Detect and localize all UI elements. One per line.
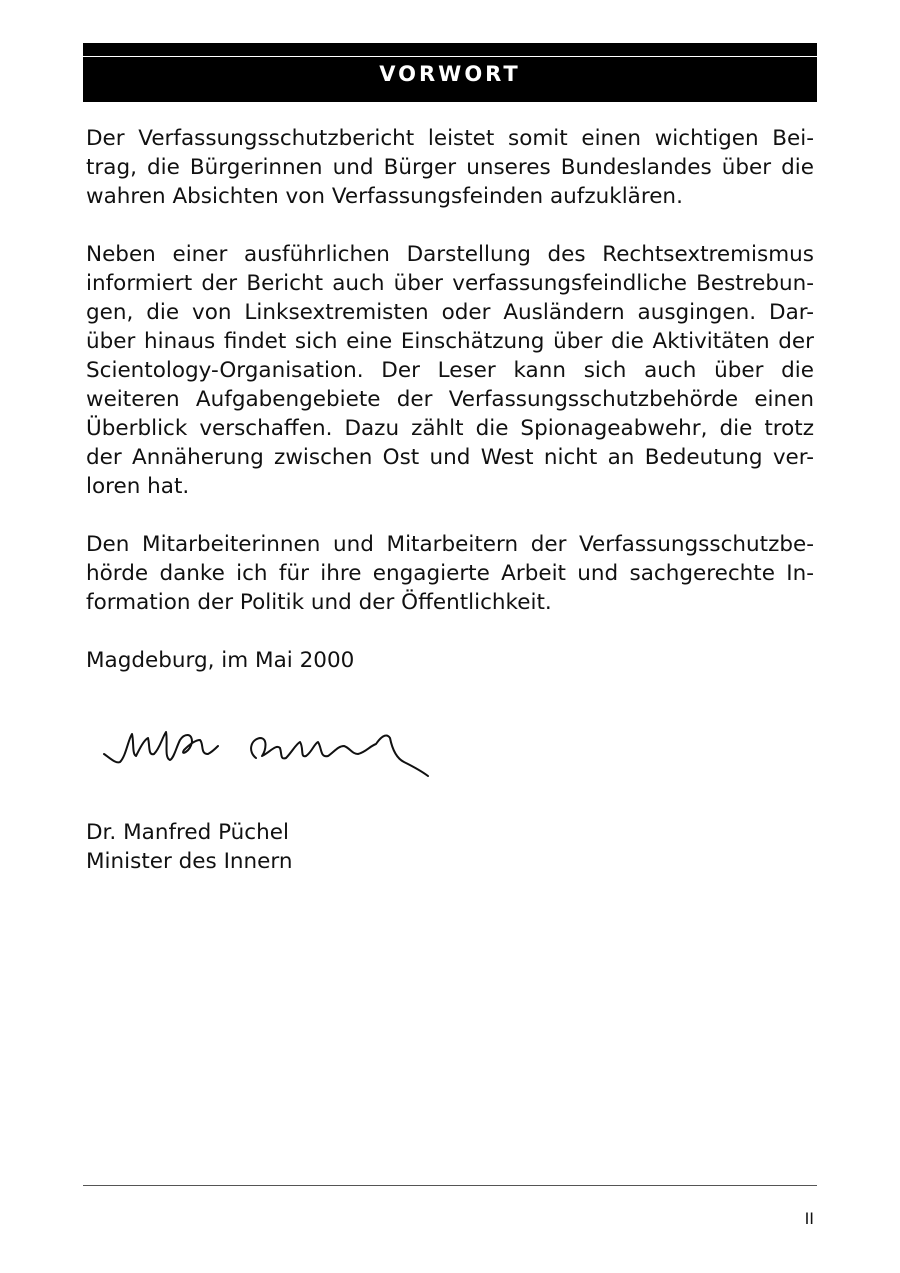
text-line: Überblick verschaffen. Dazu zählt die Spionageabwehr, die trotz xyxy=(86,416,814,441)
text-line: informiert der Bericht auch über verfassungsfeindliche Bestrebun- xyxy=(86,271,814,296)
handwritten-signature xyxy=(100,718,440,788)
footer-rule xyxy=(83,1185,817,1186)
section-title: VORWORT xyxy=(379,62,521,86)
text-line: Neben einer ausführlichen Darstellung des Rechtsextremismus xyxy=(86,242,814,267)
body-text xyxy=(86,124,814,675)
section-header xyxy=(83,43,817,102)
text-line: trag, die Bürgerinnen und Bürger unseres Bundeslandes über die xyxy=(86,155,814,180)
text-line: Scientology-Organisation. Der Leser kann sich auch über die xyxy=(86,358,814,383)
paragraph-1 xyxy=(86,124,814,211)
paragraph-2 xyxy=(86,240,814,501)
text-line: gen, die von Linksextremisten oder Ausländern ausgingen. Dar- xyxy=(86,300,814,325)
text-line: wahren Absichten von Verfassungsfeinden aufzuklären. xyxy=(86,184,683,209)
signer-name: Dr. Manfred Püchel xyxy=(86,820,289,845)
page-number: II xyxy=(804,1209,814,1228)
signer-title: Minister des Innern xyxy=(86,849,293,874)
paragraph-3 xyxy=(86,530,814,617)
signer-block xyxy=(86,818,292,876)
text-line: Der Verfassungsschutzbericht leistet somit einen wichtigen Bei- xyxy=(86,126,814,151)
place-date: Magdeburg, im Mai 2000 xyxy=(86,648,355,673)
text-line: formation der Politik und der Öffentlichkeit. xyxy=(86,590,552,615)
text-line: weiteren Aufgabengebiete der Verfassungsschutzbehörde einen xyxy=(86,387,814,412)
header-rule xyxy=(83,56,817,57)
text-line: der Annäherung zwischen Ost und West nicht an Bedeutung ver- xyxy=(86,445,814,470)
text-line: loren hat. xyxy=(86,474,190,499)
text-line: über hinaus findet sich eine Einschätzung über die Aktivitäten der xyxy=(86,329,814,354)
text-line: Den Mitarbeiterinnen und Mitarbeitern der Verfassungsschutzbe- xyxy=(86,532,814,557)
text-line: hörde danke ich für ihre engagierte Arbeit und sachgerechte In- xyxy=(86,561,814,586)
